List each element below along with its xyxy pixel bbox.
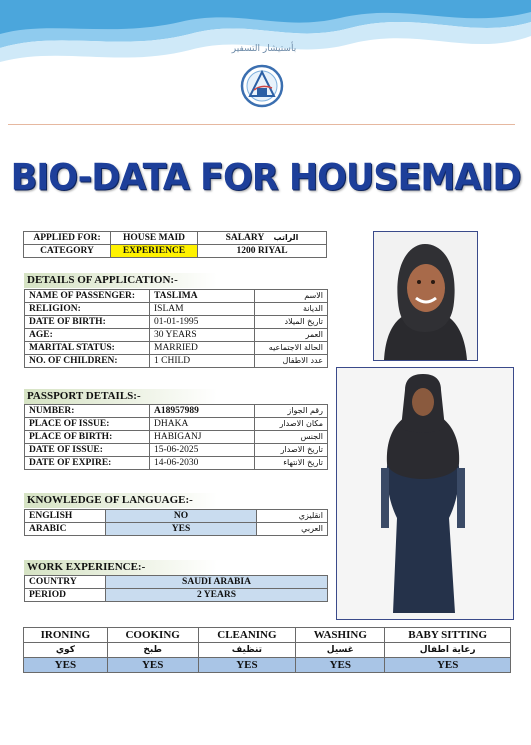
category-label: CATEGORY: [24, 245, 111, 258]
table-row: [25, 342, 328, 355]
skill-label-ar: رعاية اطفال: [385, 643, 511, 658]
app-value: ISLAM: [150, 303, 255, 316]
skill-label: IRONING: [24, 628, 108, 643]
category-row: [24, 245, 327, 258]
app-label-ar: الديانة: [255, 303, 328, 316]
table-row: [25, 290, 328, 303]
applied-table: [23, 231, 327, 258]
table-row: [25, 329, 328, 342]
skill-label-ar: تنظيف: [198, 643, 296, 658]
passport-label: PLACE OF BIRTH:: [25, 431, 150, 444]
application-table: [24, 289, 328, 368]
table-row: [25, 431, 328, 444]
agency-logo-icon: [240, 64, 284, 108]
passport-value: 15-06-2025: [150, 444, 255, 457]
experience-value: SAUDI ARABIA: [106, 576, 328, 589]
full-body-photo: [336, 367, 514, 620]
language-label: ENGLISH: [25, 510, 106, 523]
skill-value: YES: [107, 658, 198, 673]
salary-value: 1200 RIYAL: [198, 245, 327, 258]
skill-label: WASHING: [296, 628, 385, 643]
table-row: [25, 316, 328, 329]
language-heading: KNOWLEDGE OF LANGUAGE:-: [24, 493, 217, 508]
experience-label: PERIOD: [25, 589, 106, 602]
language-table: [24, 509, 328, 536]
passport-value: HABIGANJ: [150, 431, 255, 444]
skill-label-ar: كوي: [24, 643, 108, 658]
skills-table: [23, 627, 511, 673]
applied-row: [24, 232, 327, 245]
skill-label-ar: طبخ: [107, 643, 198, 658]
passport-label-ar: تاريخ الاصدار: [255, 444, 328, 457]
skills-arabic-row: [24, 643, 511, 658]
passport-label: PLACE OF ISSUE:: [25, 418, 150, 431]
passport-label: DATE OF ISSUE:: [25, 444, 150, 457]
skill-label-ar: غسيل: [296, 643, 385, 658]
passport-label-ar: رقم الجواز: [255, 405, 328, 418]
language-label-ar: انقليزي: [257, 510, 328, 523]
experience-value: 2 YEARS: [106, 589, 328, 602]
experience-table: [24, 575, 328, 602]
passport-table: [24, 404, 328, 470]
passport-label-ar: مكان الاصدار: [255, 418, 328, 431]
app-label: NAME OF PASSENGER:: [25, 290, 150, 303]
experience-heading: WORK EXPERIENCE:-: [24, 560, 217, 575]
skill-label: CLEANING: [198, 628, 296, 643]
salary-label-cell: [198, 232, 327, 245]
table-row: [25, 418, 328, 431]
app-value: TASLIMA: [150, 290, 255, 303]
full-body-image: [337, 368, 513, 619]
app-label: DATE OF BIRTH:: [25, 316, 150, 329]
passport-value: DHAKA: [150, 418, 255, 431]
application-heading: DETAILS OF APPLICATION:-: [24, 273, 217, 288]
app-label: AGE:: [25, 329, 150, 342]
portrait-image: [374, 232, 477, 360]
passport-value: 14-06-2030: [150, 457, 255, 470]
table-row: [25, 457, 328, 470]
language-label: ARABIC: [25, 523, 106, 536]
skills-value-row: [24, 658, 511, 673]
app-label-ar: تاريخ الميلاد: [255, 316, 328, 329]
app-value: 01-01-1995: [150, 316, 255, 329]
skill-value: YES: [296, 658, 385, 673]
app-value: 30 YEARS: [150, 329, 255, 342]
table-row: [25, 444, 328, 457]
passport-label: DATE OF EXPIRE:: [25, 457, 150, 470]
header-divider: [8, 124, 515, 125]
skills-header-row: [24, 628, 511, 643]
salary-label: SALARY: [225, 233, 264, 243]
language-label-ar: العربي: [257, 523, 328, 536]
table-row: [25, 510, 328, 523]
app-value: MARRIED: [150, 342, 255, 355]
app-label-ar: الاسم: [255, 290, 328, 303]
app-label-ar: عدد الاطفال: [255, 355, 328, 368]
language-value: NO: [106, 510, 257, 523]
table-row: [25, 576, 328, 589]
skill-value: YES: [385, 658, 511, 673]
table-row: [25, 303, 328, 316]
passport-value: A18957989: [150, 405, 255, 418]
skill-label: COOKING: [107, 628, 198, 643]
logo-script-text: ﺑﺄﺳﺘﻴﺸﺎﺭ ﺍﻟﺘﺴﻔﻴﺮ: [231, 44, 297, 54]
page-title: BIO-DATA FOR HOUSEMAID: [10, 157, 521, 199]
app-label: RELIGION:: [25, 303, 150, 316]
experience-label: COUNTRY: [25, 576, 106, 589]
language-value: YES: [106, 523, 257, 536]
table-row: [25, 355, 328, 368]
skill-value: YES: [198, 658, 296, 673]
passport-label-ar: الجنس: [255, 431, 328, 444]
app-value: 1 CHILD: [150, 355, 255, 368]
salary-label-ar: الراتب: [273, 233, 299, 242]
category-value: EXPERIENCE: [111, 245, 198, 258]
passport-label-ar: تاريخ الانتهاء: [255, 457, 328, 470]
passport-label: NUMBER:: [25, 405, 150, 418]
table-row: [25, 405, 328, 418]
app-label: NO. OF CHILDREN:: [25, 355, 150, 368]
table-row: [25, 589, 328, 602]
table-row: [25, 523, 328, 536]
app-label-ar: العمر: [255, 329, 328, 342]
portrait-photo: [373, 231, 478, 361]
app-label: MARITAL STATUS:: [25, 342, 150, 355]
skill-value: YES: [24, 658, 108, 673]
skill-label: BABY SITTING: [385, 628, 511, 643]
applied-for-label: APPLIED FOR:: [24, 232, 111, 245]
applied-for-value: HOUSE MAID: [111, 232, 198, 245]
passport-heading: PASSPORT DETAILS:-: [24, 389, 217, 404]
app-label-ar: الحالة الاجتماعيه: [255, 342, 328, 355]
